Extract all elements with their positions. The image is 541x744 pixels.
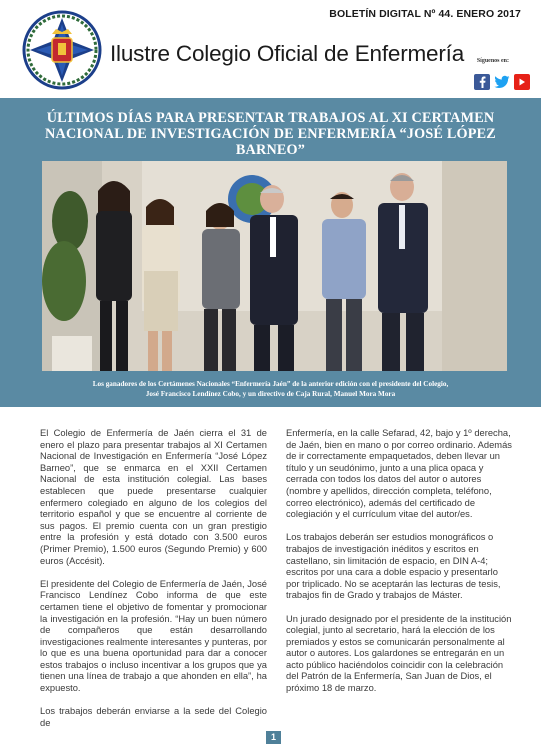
page-number: 1: [266, 731, 281, 744]
paragraph: Los trabajos deberán ser estudios monográficos o trabajos de investigación inéditos y escritos en castellano, sin limitación de espacio, en DIN A-4; escritos por una cara a doble espacio y presentarlo por triplicado. No se aceptarán las lecturas de tesis, trabajos fin de Grado y trabajos de Máster.: [286, 532, 501, 601]
paragraph: El presidente del Colegio de Enfermería de Jaén, José Francisco Lendínez Cobo informa de que este certamen tiene el objetivo de fomentar y promocionar la investigación en la profesión. “Hay un buen número de compañeros que están desarrollando investigaciones realmente interesantes y punteras, por lo que es una buena oportunidad para dar a conocer estos trabajos o incluso incentivar a los grupos que ya tienen una línea de trabajo a que ahonden en ella”, ha expuesto.: [40, 578, 267, 694]
college-name: Ilustre Colegio Oficial de Enfermería: [110, 41, 465, 66]
follow-label: Síguenos en:: [476, 58, 509, 64]
college-logo: [22, 10, 102, 90]
facebook-icon[interactable]: [474, 74, 490, 90]
bulletin-title: BOLETÍN DIGITAL Nº 44. ENERO 2017: [329, 8, 521, 20]
paragraph: Los trabajos deberán enviarse a la sede del Colegio de: [40, 706, 267, 728]
social-links: [474, 74, 530, 90]
paragraph: Un jurado designado por el presidente de la institución colegial, junto al secretario, hará la elección de los premiados y estos se comunicarán personalmente al autor o autores. Los galardones se entregarán en un acto público haciéndolos coincidir con la celebración del Patrón de la Enfermería, San Juan de Dios, el próximo 18 de marzo.: [286, 613, 512, 694]
youtube-icon[interactable]: [514, 74, 530, 90]
paragraph: El Colegio de Enfermería de Jaén cierra el 31 de enero el plazo para presentar trabajos al XI Certamen Nacional de Investigación en Enfermería “José López Barneo”, que se enmarca en el XXII Certamen Nacional de esta institución colegial. Las bases establecen que puede presentarse cualquier enfermero colegiado en alguno de los colegios del territorio español y que se encuentre al corriente de sus pagos. El premio cuenta con un gran prestigio entre la profesión y está dotado con 3.500 euros (Primer Premio), 1.500 euros (Segundo Premio) y 600 euros (Accésit).: [40, 428, 267, 566]
twitter-icon[interactable]: [494, 74, 510, 90]
caption-line-2: José Francisco Lendínez Cobo, y un directivo de Caja Rural, Manuel Mora Mora: [145, 390, 396, 398]
photo-caption: [0, 379, 541, 399]
article-headline: ÚLTIMOS DÍAS PARA PRESENTAR TRABAJOS AL XI CERTAMEN NACIONAL DE INVESTIGACIÓN DE ENFERMERÍA “JOSÉ LÓPEZ BARNEO”: [45, 110, 496, 158]
body-column-right: [286, 428, 513, 706]
caption-line-1: Los ganadores de los Certámenes Nacionales “Enfermería Jaén” de la anterior edición con el presidente del Colegio,: [92, 380, 449, 388]
group-photo: [42, 161, 507, 371]
page-header: [0, 0, 541, 98]
paragraph: Enfermería, en la calle Sefarad, 42, bajo y 1º derecha, de Jaén, bien en mano o por correo ordinario. Además de ir correctamente empaquetados, deben llevar un título y un seudónimo, junto a una plica opaca y cerrada con todos los datos del autor o autores (nombre y apellidos, dirección completa, teléfono, correo electrónico), además del certificado de colegiación y el currículum vitae del autor/es.: [286, 428, 512, 520]
body-column-left: [40, 428, 267, 741]
